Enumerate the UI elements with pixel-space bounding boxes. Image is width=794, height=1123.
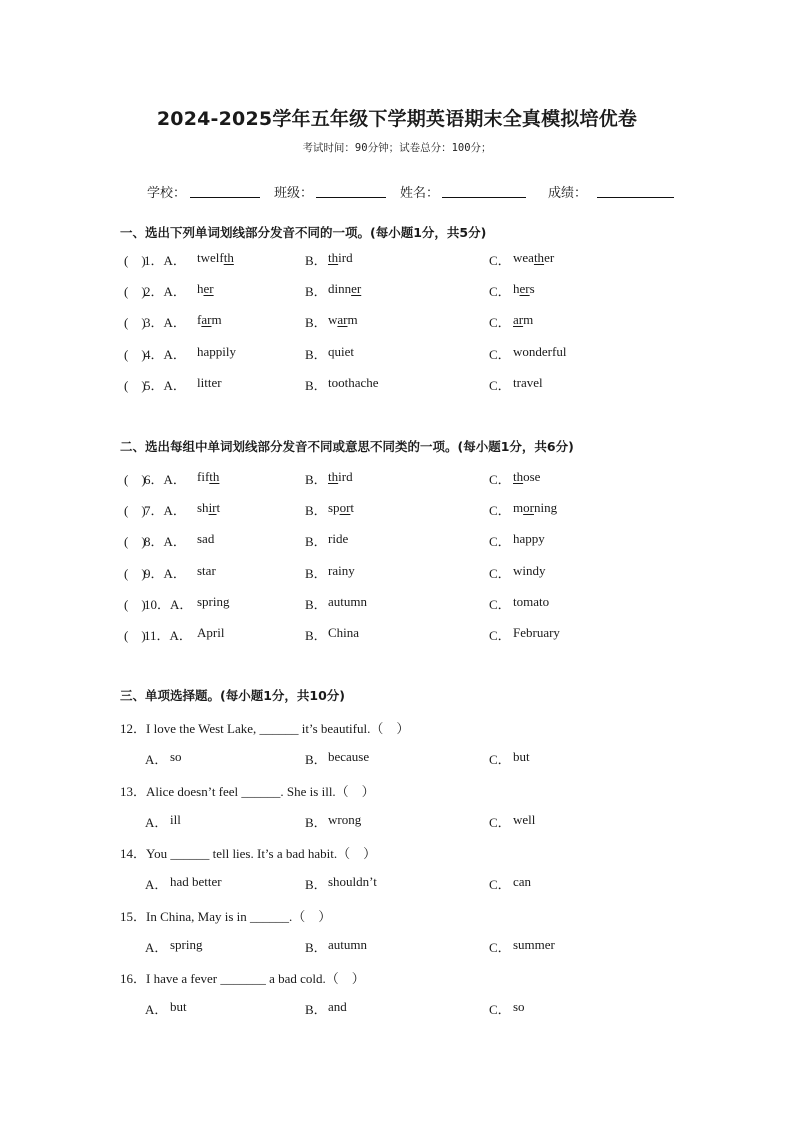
option-a-text[interactable]: spring [170, 936, 203, 952]
option-b-label: B． [305, 253, 327, 268]
underlined-letters: th [223, 250, 234, 265]
option-b-word: quiet [328, 343, 354, 359]
option-b-text[interactable]: wrong [328, 811, 362, 827]
section1-title: 一、选出下列单词划线部分发音不同的一项。(每小题1分，共5分) [120, 225, 487, 240]
option-c-text[interactable]: well [513, 811, 536, 827]
option-b-label: B． [305, 1002, 327, 1017]
answer-bracket[interactable]: ( ) [124, 596, 146, 612]
class-blank[interactable] [316, 197, 386, 198]
option-c-label: C． [489, 284, 511, 300]
option-a-word: spring [197, 593, 230, 609]
option-b-word: China [328, 625, 360, 640]
option-b-label: B． [305, 472, 327, 487]
option-a-text[interactable]: so [170, 749, 182, 764]
underlined-letters: th [209, 469, 220, 484]
option-b-label: B． [305, 284, 327, 300]
question-row [0, 531, 794, 551]
question-row [0, 625, 794, 645]
question-number: 5．A． [144, 377, 186, 393]
option-b-label: B． [305, 628, 327, 643]
school-field [147, 182, 186, 201]
question-stem [0, 968, 794, 988]
answer-options [0, 749, 794, 769]
option-c-word: travel [513, 374, 543, 390]
question-row [0, 312, 794, 332]
exam-subtitle: 考试时间：90分钟；试卷总分：100分； [302, 142, 492, 154]
option-c-label: C． [489, 253, 511, 268]
school-label: 学校： [147, 186, 187, 201]
question-row [0, 563, 794, 583]
question-stem [0, 843, 794, 863]
option-b-text[interactable]: because [328, 749, 370, 764]
underlined-letters: or [339, 500, 351, 516]
option-b-word: warm [328, 312, 358, 328]
option-c-word: windy [513, 562, 546, 578]
question-text: 14．You ______ tell lies. It’s a bad habit.（ ） [120, 846, 377, 861]
option-a-word: happily [197, 343, 236, 359]
answer-bracket[interactable]: ( ) [124, 503, 146, 519]
score-blank[interactable] [597, 197, 674, 198]
question-stem [0, 906, 794, 926]
question-number: 6．A． [144, 472, 186, 487]
option-c-text[interactable]: can [513, 874, 532, 889]
option-b-label: B． [305, 377, 327, 393]
option-b-word: third [328, 469, 353, 484]
question-text: 16．I have a fever _______ a bad cold.（ ） [120, 971, 365, 986]
option-a-text[interactable]: ill [170, 811, 181, 827]
answer-bracket[interactable]: ( ) [124, 628, 146, 643]
name-label: 姓名： [400, 186, 440, 201]
question-row [0, 344, 794, 364]
question-row [0, 594, 794, 614]
answer-bracket[interactable]: ( ) [124, 472, 146, 487]
option-c-label: C． [489, 628, 511, 643]
option-a-label: A． [145, 1002, 168, 1017]
option-c-word: morning [513, 500, 558, 516]
option-b-label: B． [305, 877, 327, 892]
option-b-word: dinner [328, 281, 362, 297]
question-number: 9．A． [144, 565, 186, 581]
option-c-word: February [513, 625, 560, 640]
answer-bracket[interactable]: ( ) [124, 284, 146, 300]
underlined-letters: th [328, 469, 339, 484]
question-text: 13．Alice doesn’t feel ______. She is ill.（ ） [120, 783, 375, 799]
question-number: 4．A． [144, 346, 186, 362]
score-field [548, 182, 587, 201]
answer-options [0, 874, 794, 894]
answer-bracket[interactable]: ( ) [124, 346, 146, 362]
underlined-letters: er [351, 281, 362, 297]
option-c-label: C． [489, 752, 511, 767]
underlined-letters: th [328, 250, 339, 265]
underlined-letters: ar [337, 312, 348, 328]
question-number: 7．A． [144, 503, 186, 519]
underlined-letters: th [533, 250, 545, 265]
option-c-label: C． [489, 596, 511, 612]
option-b-word: sport [328, 500, 355, 516]
question-number: 1．A． [144, 253, 186, 268]
option-a-word: fifth [197, 469, 220, 484]
option-b-label: B． [305, 315, 327, 331]
option-c-label: C． [489, 346, 511, 362]
option-a-word: twelfth [197, 250, 234, 265]
answer-bracket[interactable]: ( ) [124, 565, 146, 581]
underlined-letters: ir [208, 500, 217, 516]
option-c-label: C． [489, 877, 511, 892]
option-b-label: B． [305, 814, 327, 830]
option-b-label: B． [305, 346, 327, 362]
answer-options [0, 999, 794, 1019]
school-blank[interactable] [190, 197, 260, 198]
option-a-word: sad [197, 531, 215, 547]
option-a-text[interactable]: had better [170, 874, 222, 889]
option-a-word: litter [197, 374, 222, 390]
answer-bracket[interactable]: ( ) [124, 377, 146, 393]
underlined-letters: er [203, 281, 214, 297]
option-c-word: tomato [513, 593, 550, 609]
option-c-label: C． [489, 1002, 511, 1017]
option-a-word: farm [197, 312, 222, 328]
question-row [0, 375, 794, 395]
option-c-word: those [513, 469, 541, 484]
option-b-word: rainy [328, 562, 355, 578]
option-c-label: C． [489, 315, 511, 331]
answer-bracket[interactable]: ( ) [124, 315, 146, 331]
option-b-word: autumn [328, 593, 367, 609]
option-b-label: B． [305, 503, 327, 519]
score-label: 成绩： [548, 186, 588, 201]
question-number: 10．A． [144, 596, 193, 612]
option-b-label: B． [305, 596, 327, 612]
underlined-letters: ar [513, 312, 524, 328]
option-c-label: C． [489, 377, 511, 393]
question-row [0, 469, 794, 489]
question-number: 8．A． [144, 534, 186, 550]
option-a-word: her [197, 281, 214, 297]
question-row [0, 250, 794, 270]
option-c-word: arm [513, 312, 534, 328]
class-field [274, 182, 313, 201]
option-c-label: C． [489, 534, 511, 550]
option-a-word: shirt [197, 500, 221, 516]
option-b-text[interactable]: autumn [328, 936, 367, 952]
option-c-word: wonderful [513, 343, 567, 359]
underlined-letters: th [513, 469, 524, 484]
name-blank[interactable] [442, 197, 526, 198]
option-a-word: April [197, 625, 225, 640]
option-b-label: B． [305, 565, 327, 581]
option-c-label: C． [489, 939, 511, 955]
question-row [0, 281, 794, 301]
section3-title: 三、单项选择题。(每小题1分，共10分) [120, 688, 346, 703]
answer-options [0, 812, 794, 832]
option-c-label: C． [489, 472, 511, 487]
option-b-label: B． [305, 534, 327, 550]
option-c-label: C． [489, 565, 511, 581]
option-b-word: third [328, 250, 353, 265]
question-text: 15．In China, May is in ______.（ ） [120, 908, 332, 924]
option-a-label: A． [145, 939, 168, 955]
option-b-text[interactable]: shouldn’t [328, 874, 377, 889]
option-c-word: hers [513, 281, 535, 297]
option-b-word: toothache [328, 374, 379, 390]
exam-title: 2024-2025学年五年级下学期英语期末全真模拟培优卷 [156, 108, 638, 130]
option-b-label: B． [305, 752, 327, 767]
answer-bracket[interactable]: ( ) [124, 253, 146, 268]
option-a-label: A． [145, 814, 168, 830]
option-b-word: ride [328, 531, 349, 547]
option-a-label: A． [145, 752, 168, 767]
option-b-text[interactable]: and [328, 999, 347, 1014]
question-stem [0, 781, 794, 801]
option-c-word: weather [513, 250, 555, 265]
question-number: 2．A． [144, 284, 186, 300]
question-text: 12．I love the West Lake, ______ it’s beautiful.（ ） [120, 721, 410, 736]
option-c-text[interactable]: but [513, 749, 530, 764]
student-info-line [0, 182, 794, 202]
option-c-text[interactable]: summer [513, 936, 555, 952]
question-row [0, 500, 794, 520]
option-c-text[interactable]: so [513, 999, 525, 1014]
underlined-letters: or [523, 500, 534, 516]
option-a-word: star [197, 562, 216, 578]
option-c-word: happy [513, 531, 545, 547]
option-c-label: C． [489, 814, 511, 830]
underlined-letters: er [519, 281, 530, 297]
section2-title: 二、选出每组中单词划线部分发音不同或意思不同类的一项。(每小题1分，共6分) [120, 439, 574, 454]
question-stem [0, 718, 794, 738]
question-number: 3．A． [144, 315, 186, 331]
option-c-label: C． [489, 503, 511, 519]
name-field [400, 182, 439, 201]
class-label: 班级： [274, 186, 314, 201]
question-number: 11．A． [144, 628, 192, 643]
option-b-label: B． [305, 939, 327, 955]
option-a-text[interactable]: but [170, 999, 187, 1014]
answer-options [0, 937, 794, 957]
answer-bracket[interactable]: ( ) [124, 534, 146, 550]
option-a-label: A． [145, 877, 168, 892]
underlined-letters: ar [201, 312, 212, 328]
